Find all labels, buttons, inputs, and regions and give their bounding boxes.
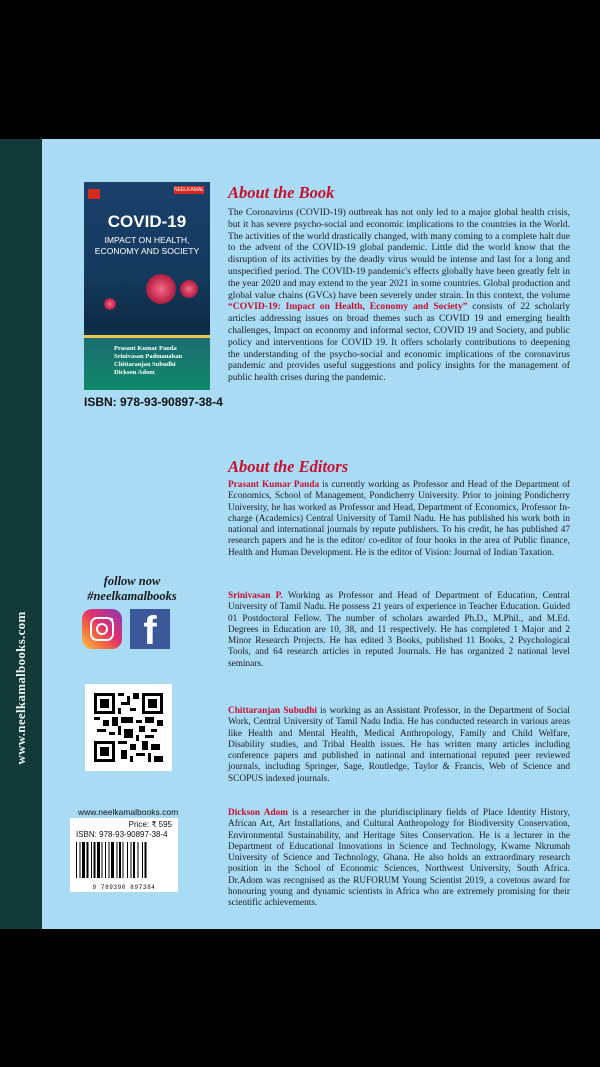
editor-bio bbox=[228, 591, 570, 670]
follow-block bbox=[82, 574, 182, 604]
qr-code[interactable] bbox=[85, 684, 172, 771]
virus-icon bbox=[146, 274, 176, 304]
thumbnail-title: COVID-19 bbox=[107, 212, 187, 231]
editor-bio-text: Working as Professor and Head of Department of Education, Central University of Tamil Nadu. He possess 21 years of experience in Teacher Education. Guided 01 Postdoctoral Fellow. The number of scholars awarded Ph.D., M.Phil., and M.Ed. Degrees in Education are 10, 38, and 11 respectively. He has completed 1 Major and 2 Minor Research Projects. He has edited 3 Books, published 11 Books, 2 Psychological Tools, and 64 research articles in reputed Journals. He has organized 2 national level seminars. bbox=[228, 591, 570, 669]
about-book-text-b: consists of 22 scholarly articles addressing issues on broad themes such as COVID 19 and emerging health challenges, Impact on economy and informal sector, COVID 19 and Society, and public policy and interventions for COVID 19. It offers scholarly contributions to deepening the understanding of the psycho-social and economic implications of the coronavirus pandemic and provides useful suggestions and policy insights for the management of public health crises during the pandemic. bbox=[228, 301, 570, 384]
about-book-text-a: The Coronavirus (COVID-19) outbreak has not only led to a major global health crisis, but it has severe psycho-social and economic implications to the countries in the World. The activities of the world drastically changed, with many coming to a complete halt due to the advent of the COVID-19 global pandemic. Little did the world know that the disruption of its activities by the deadly virus would be intense and last for a long and unspecified period. The COVID-19 pandemic's effects globally have been greatly felt in the year 2020 and may extend to the year 2021 in some countries. Global production and global value chains (GVCs) have been severely under strain. In this context, the volume bbox=[228, 207, 570, 301]
editor-name: Srinivasan P. bbox=[228, 591, 283, 601]
barcode-isbn: ISBN: 978-93-90897-38-4 bbox=[76, 830, 168, 839]
thumbnail-author: Srinivasan Padmanaban bbox=[114, 353, 183, 360]
spine-website: www.neelkamalbooks.com bbox=[13, 611, 28, 765]
barcode-label bbox=[70, 818, 178, 892]
editor-bio-text: is a researcher in the pluridisciplinary fields of Place Identity History, African Art, Art Installations, and Cultural Anthropology for Biodiversity Conservation, Environmental Sustainability, and Heritage Sites Conservation. He is a lecturer in the Department of Educational Innovations in Science and Technology, Kwame Nkrumah University of Science and Technology, Ghana. He also holds an extraordinary research position in the School of Economic Sciences, Northwest University, South Africa. Dr.Adom was recognised as the RUFORUM Young Scientist 2019, a covetous award for honouring young and dynamic scientists in Africa who are extremely promising for their scientific achievements. bbox=[228, 808, 570, 909]
editor-name: Chittaranjan Subudhi bbox=[228, 706, 317, 716]
book-title-highlight: “COVID-19: Impact on Health, Economy and Society” bbox=[228, 301, 468, 313]
barcode-bars bbox=[74, 842, 174, 880]
facebook-icon[interactable]: f bbox=[130, 609, 170, 649]
publisher-logo-icon bbox=[88, 189, 100, 199]
thumbnail-authors bbox=[84, 338, 210, 390]
front-cover-thumbnail bbox=[84, 182, 210, 390]
book-spine bbox=[0, 139, 42, 929]
editor-bio bbox=[228, 808, 570, 910]
thumbnail-author: Prasant Kumar Panda bbox=[114, 345, 177, 352]
editor-bio-text: is currently working as Professor and Head of the Department of Economics, School of Management, Pondicherry University. Prior to joining Pondicherry University, he has worked as Professor and Head, Department of Economics, Professor In-charge (Academics) Central University of Tamil Nadu. He has published his work both in national and international journals by repute publishers. To his credit, he has published 47 research papers and he is the editor/ co-editor of four books in the area of Public finance, Health and Human Development. He is the editor of Vision: Journal of Indian Taxation. bbox=[228, 480, 570, 558]
publisher-badge: NEELKAMAL bbox=[174, 187, 205, 193]
price-text: Price: ₹ 595 bbox=[128, 820, 172, 829]
follow-text: follow now bbox=[103, 574, 161, 588]
virus-icon bbox=[104, 298, 116, 310]
editor-name: Prasant Kumar Panda bbox=[228, 480, 320, 490]
thumbnail-author: Dickson Adom bbox=[114, 369, 155, 376]
editor-name: Dickson Adom bbox=[228, 808, 289, 818]
thumbnail-subtitle: IMPACT ON HEALTH, ECONOMY AND SOCIETY bbox=[94, 235, 200, 256]
editor-bio bbox=[228, 480, 570, 559]
about-book-text bbox=[228, 207, 570, 384]
instagram-icon[interactable] bbox=[82, 609, 122, 649]
about-editors-heading: About the Editors bbox=[228, 457, 349, 476]
isbn-label: ISBN: 978-93-90897-38-4 bbox=[84, 395, 223, 409]
hashtag-text: #neelkamalbooks bbox=[87, 589, 177, 603]
thumbnail-author: Chittaranjan Subudhi bbox=[114, 361, 176, 368]
editor-bio-text: is working as an Assistant Professor, in the Department of Social Work, Central University of Tamil Nadu India. He has conducted research in various areas like Health and Mental Health, Medical Anthropology, Family and Child Welfare, Disability studies, and Tribal Health issues. He has written many articles including conference papers and published in national and international reputed peer reviewed journals, including Springer, Sage, Routledge, Taylor & Francis, Web of Science and SCOPUS indexed journals. bbox=[228, 706, 570, 784]
back-cover bbox=[0, 139, 600, 929]
virus-icon bbox=[180, 280, 198, 298]
editor-bio bbox=[228, 706, 570, 785]
about-book-heading: About the Book bbox=[228, 183, 335, 202]
barcode-website: www.neelkamalbooks.com bbox=[78, 807, 179, 817]
barcode-digits: 9 789390 897384 bbox=[92, 884, 156, 891]
